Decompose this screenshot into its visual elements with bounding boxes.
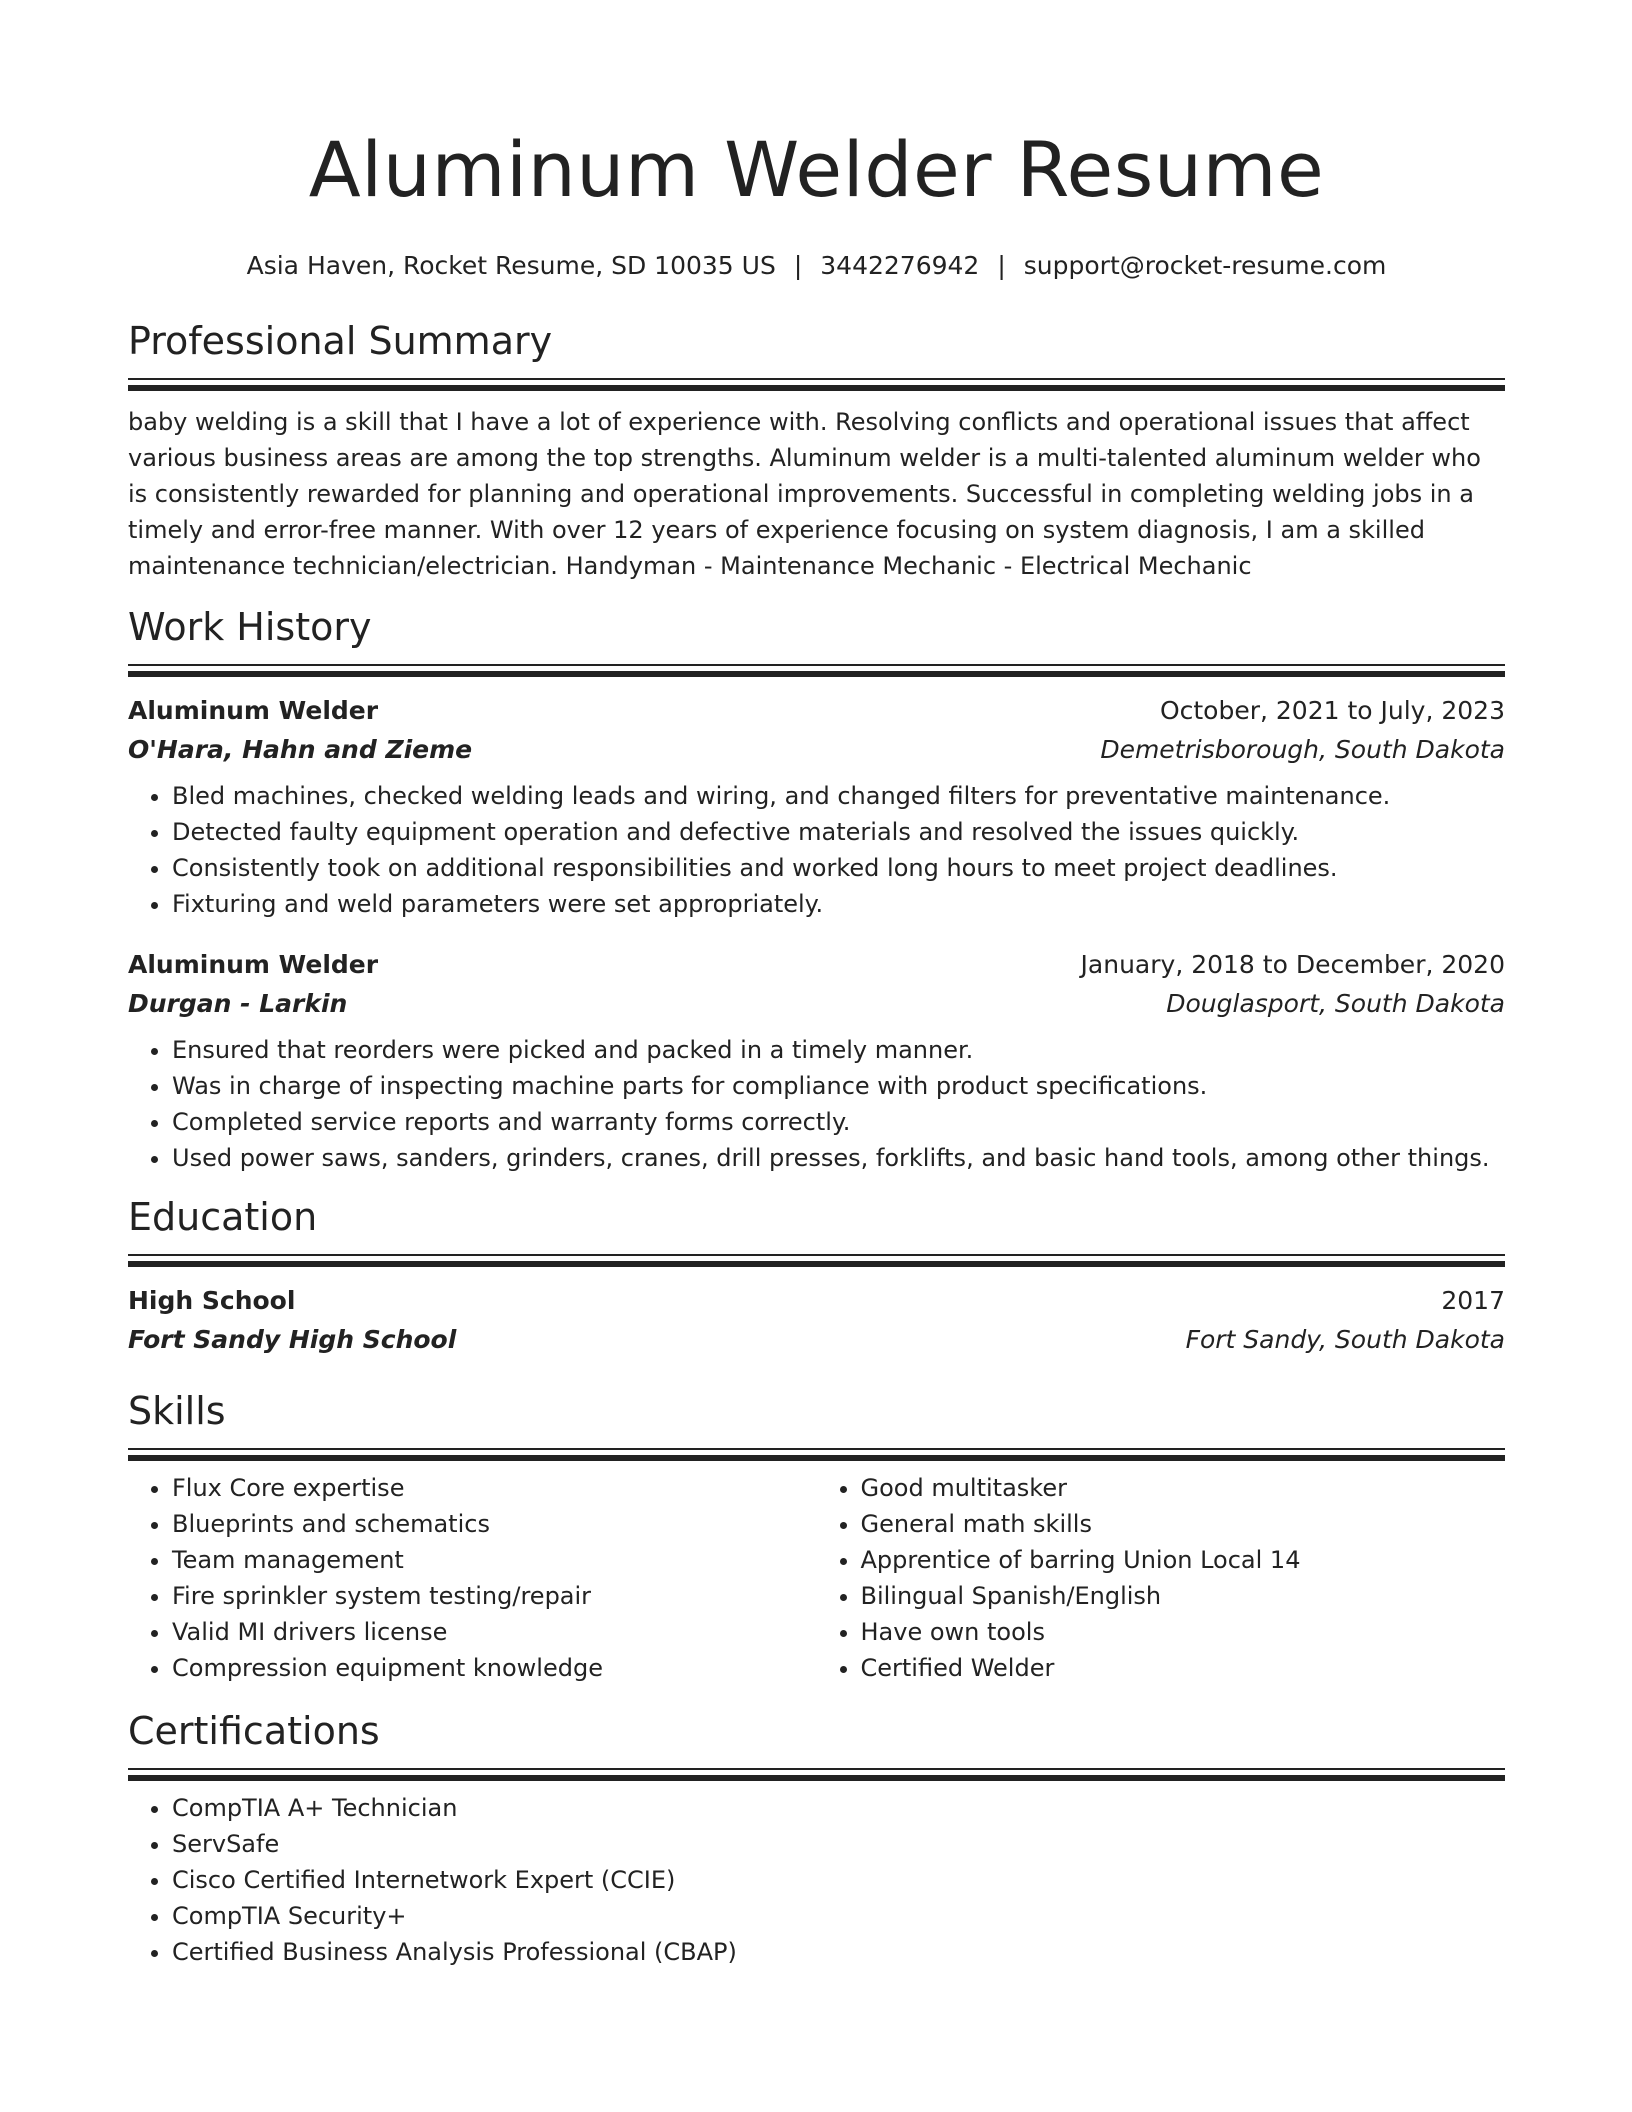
list-item: • Good multitasker — [861, 1470, 1506, 1506]
job-entry — [128, 946, 1505, 1176]
list-item: • Bilingual Spanish/English — [861, 1578, 1506, 1614]
education-degree: High School — [128, 1286, 296, 1315]
education-entry — [128, 1282, 1505, 1360]
job-location: Douglasport, South Dakota — [1166, 989, 1505, 1018]
list-item: • Certified Business Analysis Professional (CBAP) — [172, 1934, 1505, 1970]
skills-columns — [128, 1470, 1505, 1686]
list-item: • Apprentice of barring Union Local 14 — [861, 1542, 1506, 1578]
skills-list-left — [128, 1470, 817, 1686]
job-title: Aluminum Welder — [128, 950, 379, 979]
section-divider — [128, 378, 1505, 390]
certifications-heading: Certifications — [128, 1709, 380, 1753]
summary-section — [128, 316, 1505, 584]
contact-email: support@rocket-resume.com — [1023, 251, 1387, 280]
skills-heading: Skills — [128, 1389, 226, 1433]
list-item: • Used power saws, sanders, grinders, cranes, drill presses, forklifts, and basic hand tools, among other things. — [172, 1140, 1505, 1176]
education-school: Fort Sandy High School — [128, 1325, 457, 1354]
certifications-section — [128, 1706, 1505, 1970]
job-header-row — [128, 946, 1505, 984]
list-item: • ServSafe — [172, 1826, 1505, 1862]
job-company-row — [128, 984, 1505, 1024]
list-item: • Flux Core expertise — [172, 1470, 817, 1506]
job-location: Demetrisborough, South Dakota — [1100, 735, 1505, 764]
contact-separator: | — [997, 251, 1006, 280]
contact-phone: 3442276942 — [820, 251, 980, 280]
education-location: Fort Sandy, South Dakota — [1185, 1325, 1505, 1354]
education-year: 2017 — [1441, 1286, 1505, 1315]
contact-address: Asia Haven, Rocket Resume, SD 10035 US — [246, 251, 776, 280]
job-company: Durgan - Larkin — [128, 989, 348, 1018]
certifications-list — [128, 1790, 1505, 1970]
section-divider — [128, 1768, 1505, 1780]
list-item: • Compression equipment knowledge — [172, 1650, 817, 1686]
summary-heading: Professional Summary — [128, 319, 553, 363]
contact-line — [128, 250, 1505, 282]
education-section — [128, 1192, 1505, 1360]
job-title: Aluminum Welder — [128, 696, 379, 725]
list-item: • Was in charge of inspecting machine parts for compliance with product specifications. — [172, 1068, 1505, 1104]
education-header-row — [128, 1282, 1505, 1320]
list-item: • CompTIA Security+ — [172, 1898, 1505, 1934]
job-header-row — [128, 692, 1505, 730]
summary-text: baby welding is a skill that I have a lot of experience with. Resolving conflicts and operational issues that affect various business areas are among the top strengths. Aluminum welder is a multi-talented aluminum welder who is consistently rewarded for planning and operational improvements. Successful in completing welding jobs in a timely and error-free manner. With over 12 years of experience focusing on system diagnosis, I am a skilled maintenance technician/electrician. Handyman - Maintenance Mechanic - Electrical Mechanic — [128, 408, 1481, 580]
list-item: • Completed service reports and warranty forms correctly. — [172, 1104, 1505, 1140]
job-bullets — [128, 778, 1505, 922]
list-item: • Blueprints and schematics — [172, 1506, 817, 1542]
job-entry — [128, 692, 1505, 922]
contact-separator: | — [793, 251, 803, 280]
list-item: • Detected faulty equipment operation and defective materials and resolved the issues quickly. — [172, 814, 1505, 850]
list-item: • Fixturing and weld parameters were set appropriately. — [172, 886, 1505, 922]
education-school-row — [128, 1320, 1505, 1360]
job-dates: January, 2018 to December, 2020 — [1080, 950, 1505, 979]
list-item: • General math skills — [861, 1506, 1506, 1542]
skills-section — [128, 1386, 1505, 1686]
list-item: • Certified Welder — [861, 1650, 1506, 1686]
job-company-row — [128, 730, 1505, 770]
list-item: • Have own tools — [861, 1614, 1506, 1650]
job-dates: October, 2021 to July, 2023 — [1159, 696, 1505, 725]
list-item: • Ensured that reorders were picked and packed in a timely manner. — [172, 1032, 1505, 1068]
work-history-heading: Work History — [128, 605, 372, 649]
list-item: • Fire sprinkler system testing/repair — [172, 1578, 817, 1614]
list-item: • Consistently took on additional responsibilities and worked long hours to meet project deadlines. — [172, 850, 1505, 886]
list-item: • Valid MI drivers license — [172, 1614, 817, 1650]
work-history-section — [128, 602, 1505, 1176]
list-item: • Team management — [172, 1542, 817, 1578]
resume-title: Aluminum Welder Resume — [308, 125, 1325, 214]
section-divider — [128, 1254, 1505, 1266]
skills-list-right — [817, 1470, 1506, 1686]
section-divider — [128, 664, 1505, 676]
list-item: • CompTIA A+ Technician — [172, 1790, 1505, 1826]
list-item: • Bled machines, checked welding leads and wiring, and changed filters for preventative maintenance. — [172, 778, 1505, 814]
job-company: O'Hara, Hahn and Zieme — [128, 735, 473, 764]
list-item: • Cisco Certified Internetwork Expert (CCIE) — [172, 1862, 1505, 1898]
education-heading: Education — [128, 1195, 318, 1239]
job-bullets — [128, 1032, 1505, 1176]
section-divider — [128, 1448, 1505, 1460]
